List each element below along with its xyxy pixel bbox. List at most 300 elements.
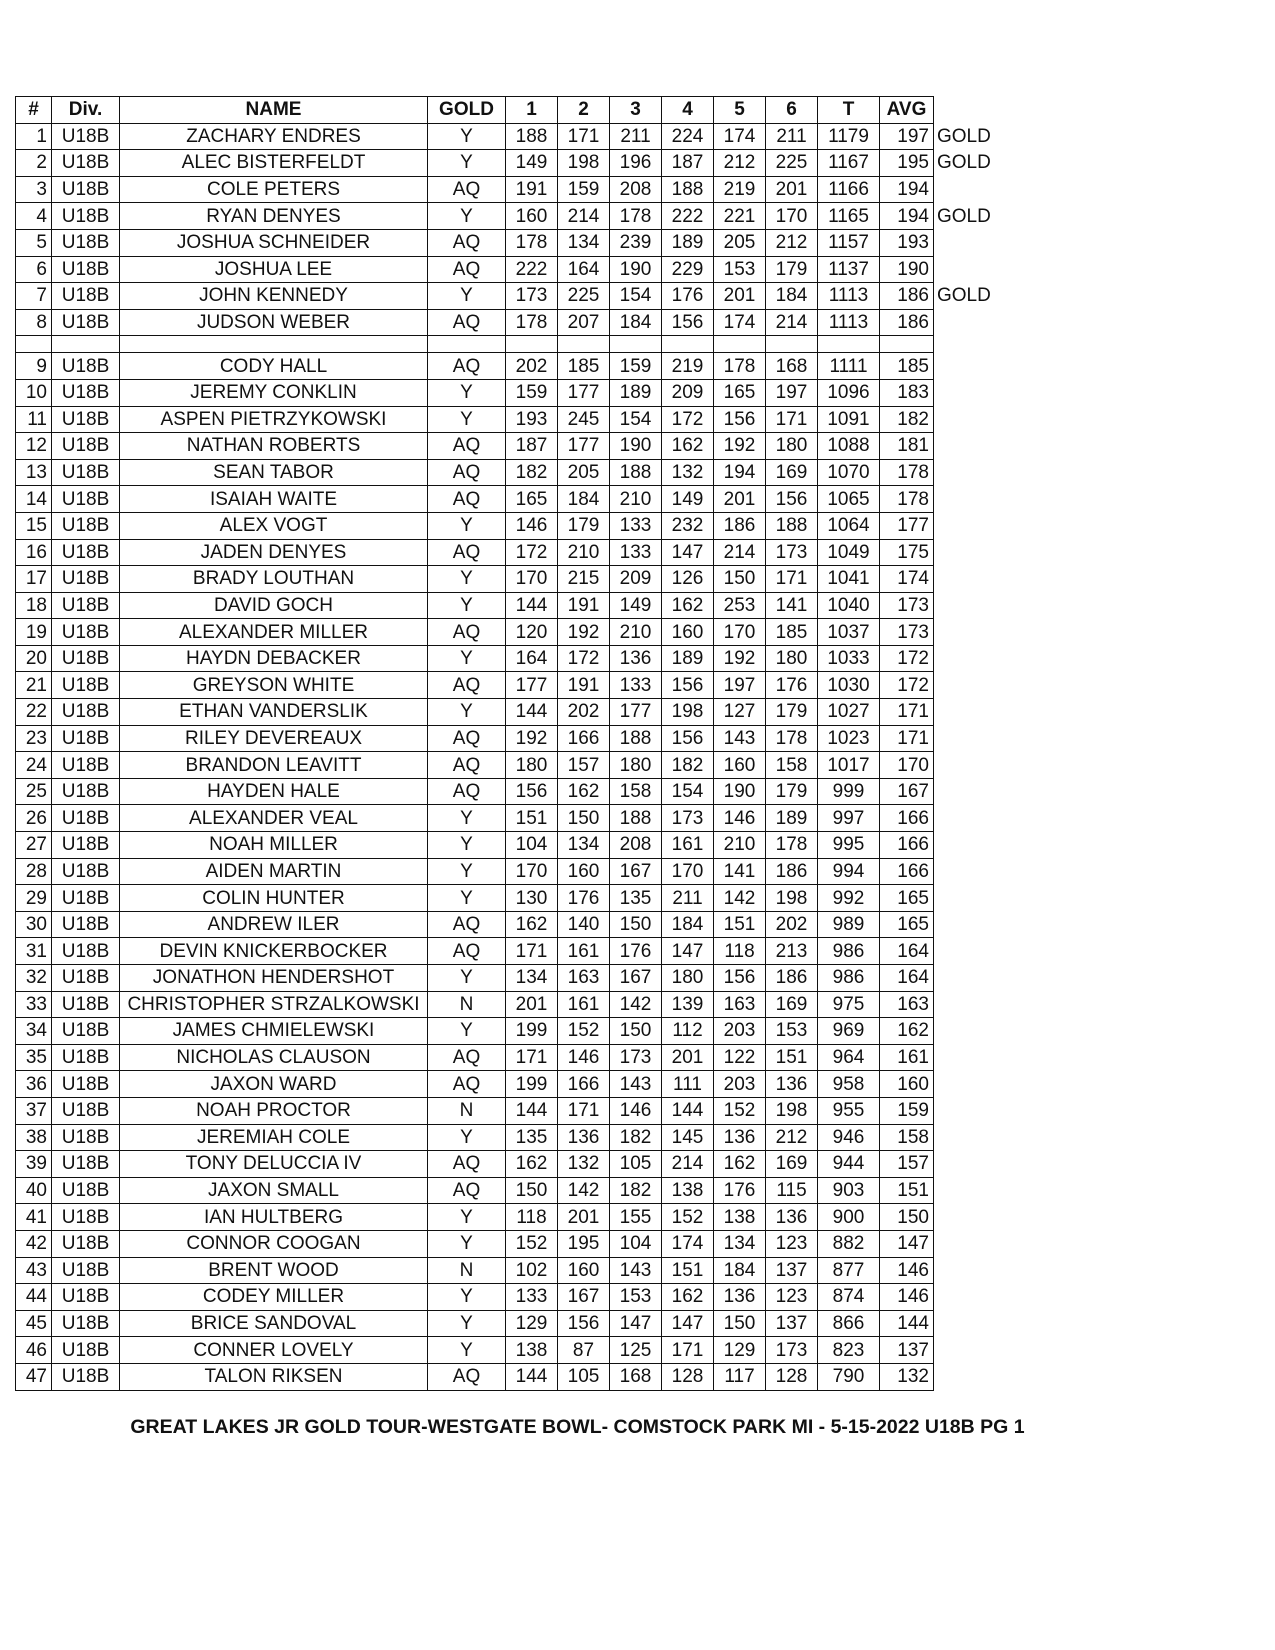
average-cell: 151 [880,1177,934,1204]
game-3-cell: 167 [610,965,662,992]
game-3-cell: 182 [610,1177,662,1204]
gold-cell: Y [428,123,506,150]
game-2-cell: 207 [558,309,610,336]
total-cell: 986 [818,938,880,965]
gold-cell: AQ [428,176,506,203]
division-cell: U18B [52,309,120,336]
game-2-cell: 192 [558,619,610,646]
rank-cell: 20 [16,645,52,672]
rank-cell: 1 [16,123,52,150]
gold-cell: AQ [428,486,506,513]
game-5-cell: 174 [714,309,766,336]
gold-note-cell [934,1097,1004,1124]
rank-cell: 17 [16,566,52,593]
table-row [16,1284,1004,1311]
total-cell: 1113 [818,309,880,336]
table-row [16,1204,1004,1231]
total-cell: 1167 [818,150,880,177]
average-cell: 190 [880,256,934,283]
game-4-cell: 111 [662,1071,714,1098]
gold-note-cell [934,256,1004,283]
game-6-cell: 179 [766,699,818,726]
rank-cell: 43 [16,1257,52,1284]
gold-note-cell: GOLD [937,125,991,147]
average-cell: 170 [880,752,934,779]
game-1-cell: 120 [506,619,558,646]
game-5-cell: 117 [714,1363,766,1390]
rank-cell: 7 [16,283,52,310]
game-3-cell: 190 [610,256,662,283]
average-cell: 173 [880,619,934,646]
rank-cell: 13 [16,459,52,486]
gold-cell: AQ [428,725,506,752]
game-2-cell: 159 [558,176,610,203]
name-cell: COLIN HUNTER [120,885,428,912]
game-5-cell: 141 [714,858,766,885]
division-cell: U18B [52,778,120,805]
game-1-cell: 162 [506,1151,558,1178]
rank-cell: 2 [16,150,52,177]
game-1-cell: 162 [506,911,558,938]
division-cell: U18B [52,1124,120,1151]
gold-cell: Y [428,965,506,992]
game-3-cell: 173 [610,1044,662,1071]
game-3-cell: 188 [610,805,662,832]
gold-note-cell [934,539,1004,566]
game-3-cell: 135 [610,885,662,912]
division-cell: U18B [52,858,120,885]
game-6-cell: 198 [766,1097,818,1124]
game-6-cell: 128 [766,1363,818,1390]
game-3-cell: 176 [610,938,662,965]
total-cell: 877 [818,1257,880,1284]
game-5-cell: 163 [714,991,766,1018]
total-cell: 1065 [818,486,880,513]
game-4-cell: 144 [662,1097,714,1124]
game-6-cell: 225 [766,150,818,177]
rank-cell: 14 [16,486,52,513]
division-cell: U18B [52,1230,120,1257]
game-3-cell: 168 [610,1363,662,1390]
gold-cell: AQ [428,619,506,646]
table-row [16,1018,1004,1045]
game-3-cell: 178 [610,203,662,230]
separator-row [16,336,1004,353]
game-3-cell: 180 [610,752,662,779]
gold-cell: AQ [428,752,506,779]
total-cell: 964 [818,1044,880,1071]
game-5-cell: 118 [714,938,766,965]
rank-cell: 36 [16,1071,52,1098]
table-row [16,283,1004,310]
table-row [16,203,1004,230]
average-cell: 146 [880,1257,934,1284]
game-5-cell: 151 [714,911,766,938]
game-5-cell: 190 [714,778,766,805]
table-row [16,1257,1004,1284]
game-1-cell: 202 [506,353,558,380]
game-1-cell: 173 [506,283,558,310]
game-5-cell: 210 [714,832,766,859]
gold-note-cell [934,752,1004,779]
total-cell: 1040 [818,592,880,619]
average-cell: 194 [880,176,934,203]
game-4-cell: 170 [662,858,714,885]
gold-cell: Y [428,885,506,912]
gold-note-cell [934,911,1004,938]
average-cell: 147 [880,1230,934,1257]
table-row [16,150,1004,177]
table-row [16,256,1004,283]
average-cell: 165 [880,911,934,938]
rank-cell: 12 [16,433,52,460]
gold-cell: AQ [428,459,506,486]
division-cell: U18B [52,512,120,539]
game-2-cell: 177 [558,433,610,460]
game-3-cell: 189 [610,379,662,406]
gold-cell: AQ [428,1044,506,1071]
gold-note-cell [934,645,1004,672]
game-1-cell: 164 [506,645,558,672]
game-2-cell: 164 [558,256,610,283]
game-2-cell: 152 [558,1018,610,1045]
game-6-cell: 153 [766,1018,818,1045]
game-1-cell: 133 [506,1284,558,1311]
gold-note-cell [934,1204,1004,1231]
gold-cell: N [428,991,506,1018]
game-6-cell: 169 [766,991,818,1018]
name-cell: AIDEN MARTIN [120,858,428,885]
game-3-cell: 158 [610,778,662,805]
table-row [16,1337,1004,1364]
gold-note-cell [934,805,1004,832]
game-2-cell: 142 [558,1177,610,1204]
average-cell: 166 [880,805,934,832]
game-5-cell: 127 [714,699,766,726]
table-row [16,725,1004,752]
total-cell: 903 [818,1177,880,1204]
gold-cell: AQ [428,1151,506,1178]
average-cell: 185 [880,353,934,380]
average-cell: 173 [880,592,934,619]
rank-cell: 38 [16,1124,52,1151]
column-header: T [818,97,880,124]
game-1-cell: 178 [506,309,558,336]
average-cell: 186 [880,283,934,310]
game-3-cell: 143 [610,1071,662,1098]
gold-cell [428,336,506,353]
table-header [16,97,1004,124]
table-row [16,176,1004,203]
total-cell: 995 [818,832,880,859]
game-1-cell: 172 [506,539,558,566]
total-cell: 1166 [818,176,880,203]
average-cell: 171 [880,699,934,726]
game-2-cell: 161 [558,991,610,1018]
game-6-cell: 170 [766,203,818,230]
game-3-cell: 196 [610,150,662,177]
game-2-cell: 150 [558,805,610,832]
game-5-cell: 150 [714,1310,766,1337]
total-cell: 1037 [818,619,880,646]
game-3-cell: 150 [610,1018,662,1045]
game-6-cell: 136 [766,1204,818,1231]
rank-cell: 34 [16,1018,52,1045]
game-4-cell: 182 [662,752,714,779]
average-cell: 164 [880,938,934,965]
game-5-cell: 201 [714,486,766,513]
total-cell: 975 [818,991,880,1018]
name-cell: CODY HALL [120,353,428,380]
table-row [16,1044,1004,1071]
table-row [16,699,1004,726]
name-cell: CONNOR COOGAN [120,1230,428,1257]
game-5-cell: 212 [714,150,766,177]
game-1-cell: 188 [506,123,558,150]
average-cell: 182 [880,406,934,433]
game-1-cell: 104 [506,832,558,859]
game-2-cell: 134 [558,229,610,256]
gold-note-cell [934,991,1004,1018]
gold-cell: Y [428,1124,506,1151]
total-cell: 997 [818,805,880,832]
rank-cell: 25 [16,778,52,805]
column-header: # [16,97,52,124]
name-cell: JEREMIAH COLE [120,1124,428,1151]
gold-note-cell [934,885,1004,912]
game-6-cell: 201 [766,176,818,203]
total-cell: 1111 [818,353,880,380]
game-5-cell: 219 [714,176,766,203]
total-cell: 1030 [818,672,880,699]
gold-note-cell [934,965,1004,992]
name-cell: JONATHON HENDERSHOT [120,965,428,992]
division-cell: U18B [52,379,120,406]
game-3-cell: 208 [610,176,662,203]
gold-note-cell [934,229,1004,256]
rank-cell: 47 [16,1363,52,1390]
name-cell: ASPEN PIETRZYKOWSKI [120,406,428,433]
game-2-cell: 134 [558,832,610,859]
rank-cell: 33 [16,991,52,1018]
game-5-cell: 203 [714,1018,766,1045]
gold-cell: AQ [428,1071,506,1098]
average-cell: 132 [880,1363,934,1390]
game-2-cell: 214 [558,203,610,230]
name-cell: DAVID GOCH [120,592,428,619]
game-4-cell: 224 [662,123,714,150]
name-cell: JAMES CHMIELEWSKI [120,1018,428,1045]
game-2-cell: 166 [558,725,610,752]
rank-cell: 3 [16,176,52,203]
division-cell: U18B [52,1310,120,1337]
game-3-cell: 136 [610,645,662,672]
gold-note-cell [934,725,1004,752]
rank-cell: 30 [16,911,52,938]
game-1-cell: 193 [506,406,558,433]
game-2-cell: 185 [558,353,610,380]
game-6-cell: 123 [766,1230,818,1257]
gold-note-cell [934,619,1004,646]
name-cell: ALEX VOGT [120,512,428,539]
game-2-cell: 160 [558,858,610,885]
game-4-cell: 189 [662,229,714,256]
game-3-cell: 147 [610,1310,662,1337]
rank-cell: 9 [16,353,52,380]
game-2-cell: 245 [558,406,610,433]
game-3-cell: 149 [610,592,662,619]
game-2-cell: 157 [558,752,610,779]
table-row [16,592,1004,619]
gold-cell: Y [428,283,506,310]
rank-cell: 4 [16,203,52,230]
game-4-cell: 187 [662,150,714,177]
total-cell: 874 [818,1284,880,1311]
name-cell: ISAIAH WAITE [120,486,428,513]
average-cell: 160 [880,1071,934,1098]
gold-note-cell [934,566,1004,593]
column-header: AVG [880,97,934,124]
rank-cell: 42 [16,1230,52,1257]
gold-note-cell [934,353,1004,380]
name-cell: JUDSON WEBER [120,309,428,336]
game-3-cell: 154 [610,283,662,310]
game-5-cell: 134 [714,1230,766,1257]
game-6-cell: 178 [766,832,818,859]
table-row [16,991,1004,1018]
game-3-cell: 239 [610,229,662,256]
game-1-cell: 160 [506,203,558,230]
division-cell: U18B [52,938,120,965]
game-6-cell: 168 [766,353,818,380]
game-6-cell: 169 [766,459,818,486]
average-cell: 195 [880,150,934,177]
game-6-cell: 186 [766,965,818,992]
gold-cell: Y [428,592,506,619]
game-4-cell: 161 [662,832,714,859]
gold-cell: Y [428,832,506,859]
average-cell: 178 [880,459,934,486]
column-header: 4 [662,97,714,124]
table-row [16,459,1004,486]
game-2-cell: 167 [558,1284,610,1311]
division-cell: U18B [52,256,120,283]
game-4-cell: 184 [662,911,714,938]
game-6-cell: 123 [766,1284,818,1311]
table-row [16,406,1004,433]
average-cell: 172 [880,645,934,672]
average-cell: 144 [880,1310,934,1337]
game-2-cell: 136 [558,1124,610,1151]
column-header: 6 [766,97,818,124]
game-1-cell: 178 [506,229,558,256]
total-cell: 1137 [818,256,880,283]
game-6-cell: 202 [766,911,818,938]
table-row [16,229,1004,256]
game-4-cell: 222 [662,203,714,230]
total-cell: 946 [818,1124,880,1151]
gold-note-cell [934,699,1004,726]
game-3-cell [610,336,662,353]
game-3-cell: 133 [610,539,662,566]
total-cell: 969 [818,1018,880,1045]
game-1-cell: 129 [506,1310,558,1337]
game-1-cell: 182 [506,459,558,486]
game-1-cell: 180 [506,752,558,779]
game-2-cell: 140 [558,911,610,938]
column-header: NAME [120,97,428,124]
gold-cell: Y [428,379,506,406]
gold-note-cell [934,379,1004,406]
game-5-cell: 136 [714,1284,766,1311]
rank-cell: 21 [16,672,52,699]
game-3-cell: 182 [610,1124,662,1151]
game-5-cell: 178 [714,353,766,380]
rank-cell: 28 [16,858,52,885]
rank-cell: 27 [16,832,52,859]
rank-cell: 40 [16,1177,52,1204]
table-row [16,832,1004,859]
game-6-cell: 141 [766,592,818,619]
game-3-cell: 211 [610,123,662,150]
rank-cell: 39 [16,1151,52,1178]
gold-cell: AQ [428,1177,506,1204]
game-1-cell: 222 [506,256,558,283]
gold-note-cell [934,1337,1004,1364]
table-row [16,1071,1004,1098]
game-5-cell: 122 [714,1044,766,1071]
game-1-cell: 177 [506,672,558,699]
game-5-cell: 146 [714,805,766,832]
game-2-cell: 215 [558,566,610,593]
gold-note-cell [934,672,1004,699]
name-cell: ALEXANDER VEAL [120,805,428,832]
gold-cell: Y [428,150,506,177]
game-6-cell: 176 [766,672,818,699]
average-cell: 186 [880,309,934,336]
game-6-cell: 137 [766,1257,818,1284]
gold-cell: AQ [428,778,506,805]
game-6-cell: 213 [766,938,818,965]
name-cell: SEAN TABOR [120,459,428,486]
total-cell: 1041 [818,566,880,593]
rank-cell: 10 [16,379,52,406]
table-row [16,309,1004,336]
gold-cell: AQ [428,672,506,699]
game-4-cell: 149 [662,486,714,513]
table-row [16,778,1004,805]
division-cell: U18B [52,725,120,752]
game-1-cell: 170 [506,858,558,885]
game-4-cell: 201 [662,1044,714,1071]
game-5-cell: 156 [714,406,766,433]
table-row [16,619,1004,646]
division-cell: U18B [52,1018,120,1045]
gold-note-cell [934,778,1004,805]
game-4-cell: 162 [662,1284,714,1311]
game-6-cell [766,336,818,353]
game-1-cell: 192 [506,725,558,752]
average-cell: 165 [880,885,934,912]
game-5-cell: 165 [714,379,766,406]
game-6-cell: 115 [766,1177,818,1204]
total-cell: 989 [818,911,880,938]
rank-cell: 8 [16,309,52,336]
column-header: 2 [558,97,610,124]
division-cell: U18B [52,1071,120,1098]
game-2-cell: 191 [558,592,610,619]
rank-cell: 19 [16,619,52,646]
